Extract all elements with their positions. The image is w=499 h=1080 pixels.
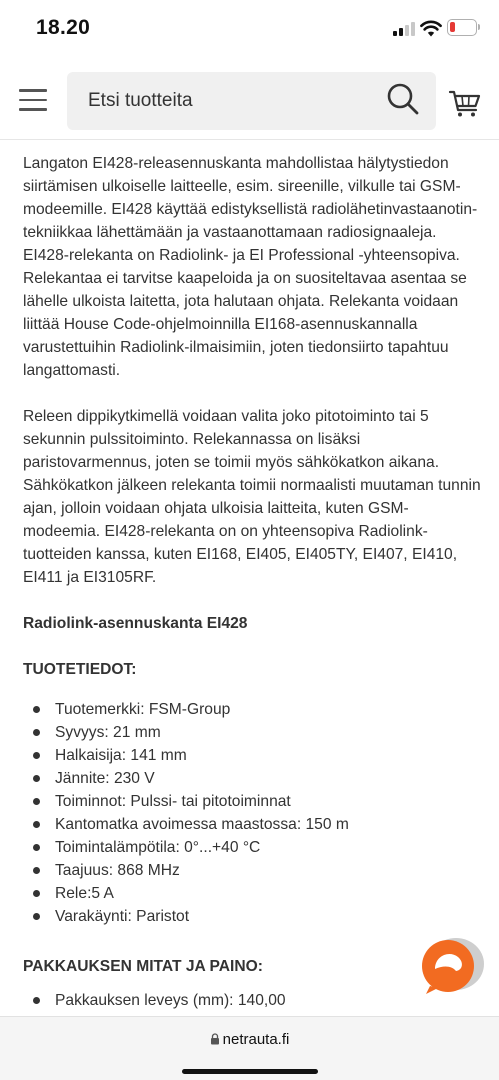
spec-item: Toiminnot: Pulssi- tai pitotoiminnat bbox=[23, 790, 483, 813]
package-list bbox=[23, 989, 483, 1012]
lock-icon bbox=[210, 1033, 220, 1045]
hamburger-menu-icon[interactable] bbox=[19, 89, 47, 111]
search-icon[interactable] bbox=[386, 82, 420, 116]
spec-item: Taajuus: 868 MHz bbox=[23, 859, 483, 882]
package-heading: PAKKAUKSEN MITAT JA PAINO: bbox=[23, 958, 263, 975]
description-paragraph-2: Releen dippikytkimellä voidaan valita joko pitotoiminto tai 5 sekunnin pulssitoiminto. Relekannassa on lisäksi paristovarmennus, joten se toimii myös sähkökatkon aikana. Sähkökatkon jälkeen relekanta toimii normaalisti muutaman tunnin ajan, jolloin voidaan ohjata ulkoisia laitteita, kuten GSM-modeemia. EI428-relekanta on on yhteensopiva Radiolink-tuotteiden kanssa, kuten EI168, EI405, EI405TY, EI407, EI410, EI411 ja EI3105RF. bbox=[23, 408, 481, 586]
product-title: Radiolink-asennuskanta EI428 bbox=[23, 615, 248, 632]
chat-bubble-icon[interactable] bbox=[418, 936, 486, 998]
site-header bbox=[0, 58, 499, 140]
specs-heading: TUOTETIEDOT: bbox=[23, 661, 137, 678]
spec-item: Rele:5 A bbox=[23, 882, 483, 905]
search-input[interactable] bbox=[67, 72, 436, 130]
browser-url-bar bbox=[0, 1016, 499, 1080]
url-text: netrauta.fi bbox=[222, 1031, 290, 1048]
specs-list bbox=[23, 698, 483, 928]
search-placeholder: Etsi tuotteita bbox=[88, 90, 193, 111]
home-indicator[interactable] bbox=[182, 1069, 318, 1074]
status-time: 18.20 bbox=[36, 16, 91, 39]
address-bar[interactable] bbox=[0, 1031, 499, 1048]
spec-item: Tuotemerkki: FSM-Group bbox=[23, 698, 483, 721]
cellular-signal-icon bbox=[393, 22, 415, 36]
package-item: Pakkauksen leveys (mm): 140,00 bbox=[23, 989, 483, 1012]
description-paragraph-1: Langaton EI428-releasennuskanta mahdollistaa hälytystiedon siirtämisen ulkoiselle laitteelle, esim. sireenille, vilkulle tai GSM-modeemille. EI428 käyttää edistyksellistä radiolähetinvastaanotin-tekniikkaa lähettämään ja vastaanottamaan radiosignaaleja. EI428-relekanta on Radiolink- ja EI Professional -yhteensopiva. Relekantaa ei tarvitse kaapeloida ja on suositeltavaa asentaa se lähelle ulkoista laitetta, jota halutaan ohjata. Relekanta voidaan liittää House Code-ohjelmoinnilla EI168-asennuskannalla varustettuihin Radiolink-ilmaisimiin, joten tiedonsiirto tapahtuu langattomasti. bbox=[23, 155, 478, 379]
status-bar bbox=[0, 0, 499, 58]
battery-icon bbox=[447, 19, 477, 36]
cart-icon[interactable] bbox=[448, 86, 482, 118]
spec-item: Kantomatka avoimessa maastossa: 150 m bbox=[23, 813, 483, 836]
spec-item: Syvyys: 21 mm bbox=[23, 721, 483, 744]
spec-item: Jännite: 230 V bbox=[23, 767, 483, 790]
spec-item: Varakäynti: Paristot bbox=[23, 905, 483, 928]
battery-nub bbox=[478, 24, 480, 30]
spec-item: Halkaisija: 141 mm bbox=[23, 744, 483, 767]
spec-item: Toimintalämpötila: 0°...+40 °C bbox=[23, 836, 483, 859]
product-description bbox=[23, 152, 483, 1012]
wifi-icon bbox=[420, 20, 442, 37]
